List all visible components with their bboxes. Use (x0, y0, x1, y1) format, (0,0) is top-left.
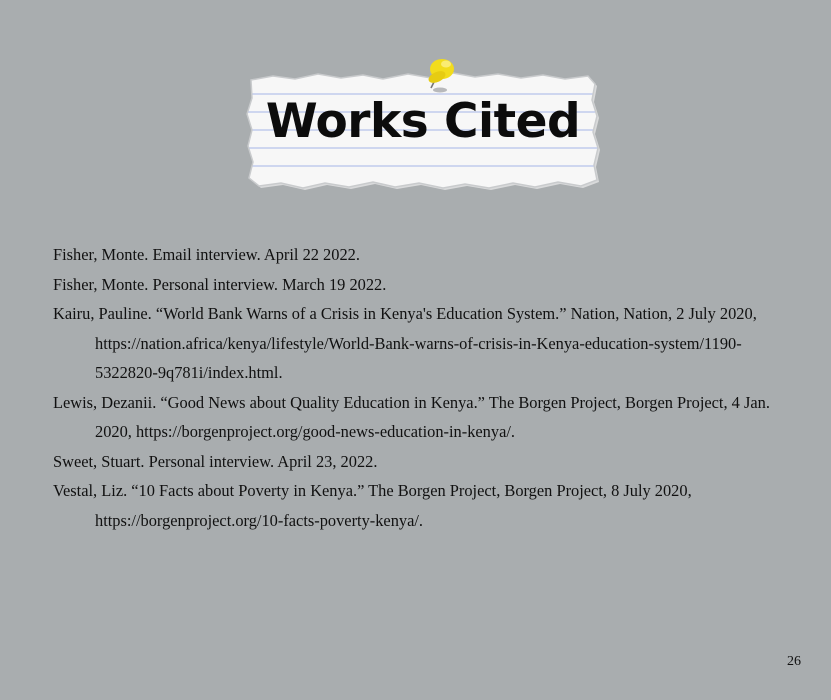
citation-entry: Fisher, Monte. Personal interview. March 19 2022. (53, 274, 387, 294)
citation-entry: Vestal, Liz. “10 Facts about Poverty in Kenya.” The Borgen Project, Borgen Project, 8 July 2020, https://borgenproject.org/10-facts-poverty-kenya/. (53, 481, 692, 530)
pushpin-icon (418, 52, 464, 98)
citation-entry: Fisher, Monte. Email interview. April 22 2022. (53, 245, 360, 264)
citation-entry: Kairu, Pauline. “World Bank Warns of a Crisis in Kenya's Education System.” Nation, Nation, 2 July 2020, https://nation.africa/kenya/lifestyle/World-Bank-warns-of-crisis-in-Kenya-education-system/1190-5322820-9q781i/index.html. (53, 304, 757, 382)
citation-entry: Lewis, Dezanii. “Good News about Quality Education in Kenya.” The Borgen Project, Borgen Project, 4 Jan. 2020, https://borgenproject.org/good-news-education-in-kenya/. (53, 392, 770, 441)
page-number: 26 (787, 654, 801, 669)
page-title: Works Cited (265, 94, 581, 149)
citation-entry: Sweet, Stuart. Personal interview. April 23, 2022. (53, 451, 378, 471)
works-cited-list (53, 240, 793, 535)
